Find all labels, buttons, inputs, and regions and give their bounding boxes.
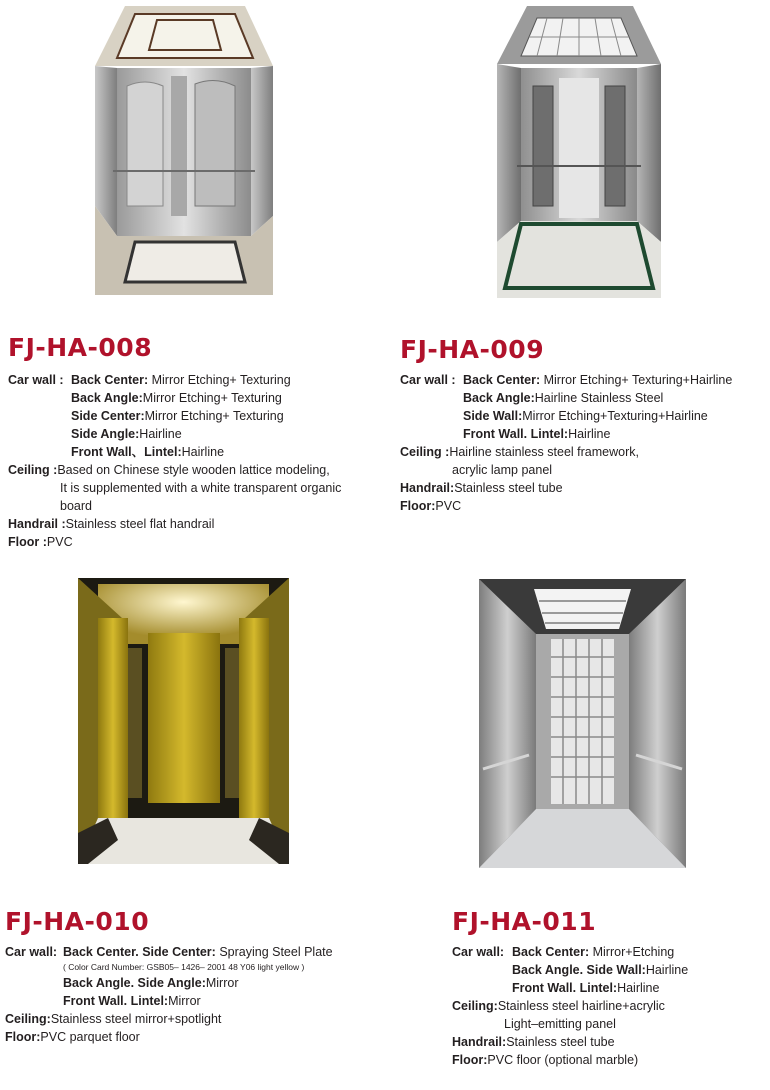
spec-key: Back Angle. Side Angle:	[63, 976, 206, 990]
ceiling-value: acrylic lamp panel	[452, 463, 553, 477]
ceiling-value: Light–emitting panel	[504, 1017, 616, 1031]
spec-key: Back Angle:	[71, 391, 143, 405]
spec-value: Mirror Etching+Texturing+Hairline	[522, 409, 708, 423]
spec-value: Mirror+Etching	[589, 945, 675, 959]
spec-key: Front Wall. Lintel:	[463, 427, 569, 441]
spec-value: Mirror Etching+ Texturing	[142, 391, 282, 405]
spec-value: Mirror Etching+ Texturing+Hairline	[540, 373, 733, 387]
car-wall-row	[8, 407, 341, 425]
model-title: FJ-HA-011	[452, 907, 597, 936]
spec-value: Mirror Etching+ Texturing	[148, 373, 291, 387]
elevator-cabin-image-010	[78, 578, 289, 864]
floor-label: Floor :	[8, 535, 47, 549]
handrail-row	[452, 1033, 688, 1051]
car-wall-row	[400, 407, 732, 425]
car-wall-row	[5, 974, 333, 992]
ceiling-value: It is supplemented with a white transparent organic	[60, 481, 342, 495]
car-wall-label: Car wall :	[400, 373, 456, 387]
floor-label: Floor:	[5, 1030, 41, 1044]
spec-block	[452, 943, 688, 1069]
spec-key: Back Angle. Side Wall:	[512, 963, 646, 977]
car-wall-label: Car wall :	[8, 373, 64, 387]
floor-row	[8, 533, 341, 551]
spec-value: Spraying Steel Plate	[215, 945, 333, 959]
floor-row	[5, 1028, 333, 1046]
handrail-value: Stainless steel tube	[454, 481, 563, 495]
car-wall-row	[8, 389, 341, 407]
handrail-label: Handrail:	[400, 481, 455, 495]
spec-value: Hairline	[139, 427, 182, 441]
floor-row	[452, 1051, 688, 1069]
spec-value: Mirror Etching+ Texturing	[144, 409, 284, 423]
spec-block	[5, 943, 333, 1046]
spec-key: Side Center:	[71, 409, 145, 423]
ceiling-row	[452, 997, 688, 1015]
spec-key: Back Center:	[512, 945, 590, 959]
car-wall-row	[400, 371, 732, 389]
spec-block	[400, 371, 732, 515]
model-title: FJ-HA-009	[400, 335, 545, 364]
spec-key: Back Center. Side Center:	[63, 945, 216, 959]
car-wall-row	[5, 943, 333, 961]
ceiling-row	[8, 479, 341, 497]
floor-label: Floor:	[400, 499, 436, 513]
spec-value: Hairline Stainless Steel	[534, 391, 664, 405]
ceiling-label: Ceiling :	[8, 463, 58, 477]
handrail-value: Stainless steel tube	[506, 1035, 615, 1049]
ceiling-row	[5, 1010, 333, 1028]
spec-block	[8, 371, 341, 551]
floor-value: PVC	[46, 535, 73, 549]
spec-value: ( Color Card Number: GSB05– 1426– 2001 48 Y06 light yellow )	[63, 962, 305, 972]
color-card-note	[5, 961, 333, 974]
handrail-label: Handrail :	[8, 517, 66, 531]
ceiling-label: Ceiling:	[452, 999, 498, 1013]
floor-value: PVC	[435, 499, 462, 513]
ceiling-value: Stainless steel mirror+spotlight	[50, 1012, 222, 1026]
car-wall-row	[400, 389, 732, 407]
spec-key: Front Wall. Lintel:	[512, 981, 618, 995]
elevator-cabin-image-008	[95, 6, 273, 295]
spec-value: Mirror	[205, 976, 239, 990]
spec-key: Back Center:	[71, 373, 149, 387]
floor-row	[400, 497, 732, 515]
spec-key: Back Angle:	[463, 391, 535, 405]
car-wall-row	[452, 961, 688, 979]
handrail-label: Handrail:	[452, 1035, 507, 1049]
car-wall-row	[8, 371, 341, 389]
spec-value: Hairline	[617, 981, 660, 995]
floor-label: Floor:	[452, 1053, 488, 1067]
car-wall-row	[5, 992, 333, 1010]
ceiling-value: board	[60, 499, 92, 513]
spec-value: Hairline	[645, 963, 689, 977]
spec-value: Hairline	[181, 445, 225, 459]
car-wall-label: Car wall:	[452, 945, 505, 959]
ceiling-row	[8, 497, 341, 515]
ceiling-row	[452, 1015, 688, 1033]
ceiling-row	[400, 443, 732, 461]
car-wall-row	[400, 425, 732, 443]
car-wall-row	[8, 425, 341, 443]
handrail-row	[8, 515, 341, 533]
ceiling-value: Hairline stainless steel framework,	[449, 445, 639, 459]
car-wall-row	[8, 443, 341, 461]
spec-key: Side Wall:	[463, 409, 523, 423]
ceiling-value: Based on Chinese style wooden lattice modeling,	[57, 463, 330, 477]
spec-key: Front Wall. Lintel:	[63, 994, 169, 1008]
spec-key: Back Center:	[463, 373, 541, 387]
elevator-cabin-image-011	[479, 579, 686, 868]
elevator-cabin-image-009	[497, 6, 661, 298]
ceiling-row	[400, 461, 732, 479]
car-wall-row	[452, 943, 688, 961]
handrail-value: Stainless steel flat handrail	[65, 517, 215, 531]
car-wall-label: Car wall:	[5, 945, 58, 959]
spec-value: Hairline	[568, 427, 611, 441]
spec-key: Front Wall、Lintel:	[71, 445, 182, 459]
car-wall-row	[452, 979, 688, 997]
spec-value: Mirror	[168, 994, 201, 1008]
model-title: FJ-HA-010	[5, 907, 150, 936]
handrail-row	[400, 479, 732, 497]
floor-value: PVC parquet floor	[40, 1030, 140, 1044]
ceiling-value: Stainless steel hairline+acrylic	[497, 999, 665, 1013]
ceiling-label: Ceiling:	[5, 1012, 51, 1026]
floor-value: PVC floor (optional marble)	[487, 1053, 639, 1067]
spec-key: Side Angle:	[71, 427, 140, 441]
model-title: FJ-HA-008	[8, 333, 153, 362]
ceiling-row	[8, 461, 341, 479]
ceiling-label: Ceiling :	[400, 445, 450, 459]
